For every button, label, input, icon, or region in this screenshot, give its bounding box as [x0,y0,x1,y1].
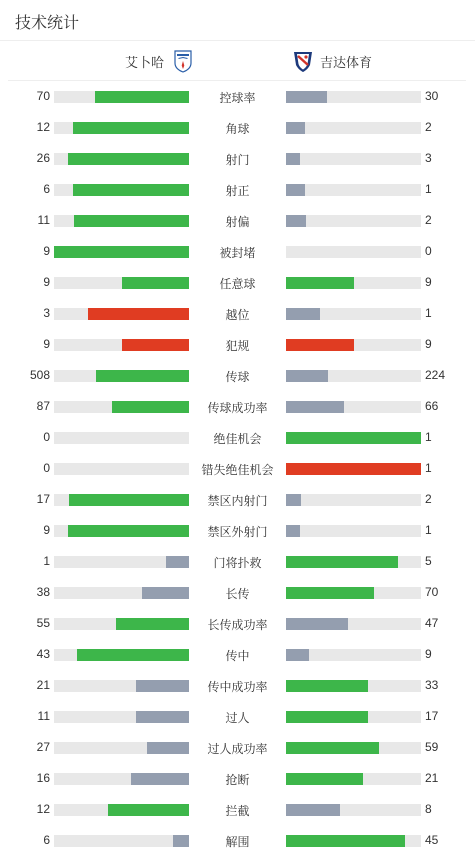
home-bar-fill [96,370,189,382]
away-bar-fill [286,339,354,351]
away-value: 224 [425,368,446,382]
home-value: 1 [43,554,50,568]
away-value: 2 [425,213,432,227]
away-bar-fill [286,153,300,165]
stat-label: 被封堵 [219,246,256,260]
away-bar-fill [286,835,405,847]
away-bar-fill [286,556,398,568]
home-bar-track [54,215,189,227]
home-bar-fill [77,649,189,661]
away-bar-track [286,556,421,568]
away-bar-track [286,773,421,785]
home-bar-track [54,277,189,289]
away-bar-track [286,91,421,103]
stat-row [0,546,475,577]
stat-label: 拦截 [225,804,250,818]
home-bar-fill [68,525,190,537]
away-bar-fill [286,649,309,661]
away-bar-track [286,432,421,444]
home-value: 21 [36,678,50,692]
home-bar-track [54,91,189,103]
home-value: 16 [36,771,50,785]
away-bar-track [286,153,421,165]
away-value: 3 [425,151,432,165]
stat-label: 过人成功率 [207,742,268,756]
stat-label: 过人 [225,711,250,725]
home-value: 9 [43,523,50,537]
shield-crest-icon [292,49,314,73]
home-value: 70 [36,89,50,103]
home-bar-fill [73,184,189,196]
home-bar-fill [69,494,189,506]
away-bar-fill [286,804,340,816]
home-value: 9 [43,337,50,351]
away-bar-track [286,339,421,351]
away-value: 2 [425,120,432,134]
home-value: 11 [37,709,50,723]
away-bar-track [286,215,421,227]
home-bar-track [54,246,189,258]
stat-row [0,298,475,329]
away-bar-fill [286,494,301,506]
away-bar-fill [286,184,305,196]
away-value: 1 [425,461,432,475]
home-bar-track [54,618,189,630]
home-bar-track [54,804,189,816]
home-value: 12 [36,120,50,134]
home-value: 6 [43,833,50,847]
home-bar-track [54,556,189,568]
away-value: 70 [425,585,439,599]
stat-label: 门将扑救 [213,556,262,570]
stat-row [0,701,475,732]
stat-row [0,639,475,670]
stat-row [0,236,475,267]
home-bar-track [54,308,189,320]
stat-label: 传球 [225,370,250,384]
home-value: 9 [43,244,50,258]
away-bar-fill [286,463,421,475]
stat-label: 角球 [225,122,250,136]
away-value: 9 [425,337,432,351]
away-value: 9 [425,647,432,661]
home-bar-track [54,711,189,723]
home-bar-track [54,401,189,413]
home-bar-track [54,835,189,847]
away-value: 47 [425,616,439,630]
away-value: 1 [425,306,432,320]
stat-row [0,484,475,515]
stat-row [0,577,475,608]
away-bar-track [286,463,421,475]
home-bar-fill [122,339,190,351]
away-value: 33 [425,678,439,692]
stat-row [0,670,475,701]
home-value: 43 [36,647,50,661]
away-bar-track [286,587,421,599]
home-value: 0 [43,430,50,444]
away-team[interactable] [292,49,372,73]
stat-row [0,174,475,205]
away-bar-fill [286,680,368,692]
home-bar-track [54,742,189,754]
away-bar-fill [286,277,354,289]
home-bar-fill [116,618,189,630]
away-bar-fill [286,91,327,103]
home-team[interactable] [125,49,194,73]
home-value: 55 [36,616,50,630]
home-bar-fill [73,122,189,134]
away-bar-track [286,122,421,134]
stat-row [0,267,475,298]
home-bar-fill [136,680,189,692]
home-bar-fill [142,587,189,599]
stat-label: 越位 [225,308,250,322]
home-bar-fill [136,711,189,723]
away-bar-fill [286,215,306,227]
stat-row [0,422,475,453]
away-bar-fill [286,308,320,320]
home-bar-track [54,494,189,506]
stat-label: 射门 [225,153,250,167]
stat-row [0,825,475,856]
home-team-name: 艾卜哈 [124,54,164,70]
away-bar-track [286,184,421,196]
home-value: 87 [36,399,50,413]
home-value: 17 [36,492,50,506]
away-bar-track [286,804,421,816]
away-value: 9 [425,275,432,289]
home-bar-fill [95,91,190,103]
home-bar-track [54,153,189,165]
away-bar-fill [286,773,363,785]
stat-row [0,608,475,639]
stat-label: 禁区外射门 [207,525,268,539]
away-bar-track [286,711,421,723]
home-value: 26 [36,151,50,165]
stat-row [0,763,475,794]
away-value: 17 [425,709,439,723]
away-bar-fill [286,711,368,723]
home-value: 27 [36,740,50,754]
home-bar-fill [108,804,189,816]
home-bar-track [54,339,189,351]
away-bar-fill [286,401,344,413]
stat-row [0,515,475,546]
home-bar-fill [74,215,189,227]
teams-bar [8,41,466,81]
away-bar-track [286,525,421,537]
home-bar-fill [147,742,189,754]
away-value: 66 [425,399,439,413]
shield-badge-icon [172,49,194,73]
home-bar-track [54,525,189,537]
home-bar-fill [173,835,189,847]
stats-header [0,0,475,41]
home-bar-track [54,773,189,785]
stat-row [0,81,475,112]
stat-label: 射正 [225,184,250,198]
home-value: 12 [36,802,50,816]
home-bar-fill [131,773,189,785]
away-bar-track [286,835,421,847]
away-value: 5 [425,554,432,568]
stat-row [0,205,475,236]
home-bar-fill [68,153,190,165]
stat-label: 绝佳机会 [213,432,262,446]
away-value: 59 [425,740,439,754]
stat-label: 长传成功率 [207,618,268,632]
stat-label: 错失绝佳机会 [201,463,274,477]
stat-label: 射偏 [225,215,250,229]
stat-label: 抢断 [225,773,250,787]
stat-label: 传中成功率 [207,680,268,694]
stat-row [0,391,475,422]
away-bar-fill [286,122,305,134]
home-value: 6 [43,182,50,196]
stat-label: 长传 [225,587,250,601]
away-bar-track [286,742,421,754]
home-bar-fill [122,277,190,289]
away-value: 0 [425,244,432,258]
away-bar-track [286,494,421,506]
home-value: 0 [43,461,50,475]
home-bar-track [54,680,189,692]
away-value: 1 [425,523,432,537]
home-bar-fill [54,246,189,258]
away-bar-track [286,401,421,413]
home-bar-track [54,370,189,382]
away-bar-track [286,308,421,320]
home-bar-track [54,463,189,475]
away-bar-track [286,649,421,661]
away-value: 8 [425,802,432,816]
stat-row [0,453,475,484]
home-value: 508 [29,368,50,382]
stat-row [0,360,475,391]
away-bar-track [286,680,421,692]
home-value: 3 [43,306,50,320]
away-value: 30 [425,89,439,103]
away-bar-track [286,618,421,630]
home-bar-fill [166,556,189,568]
away-bar-fill [286,587,374,599]
stat-label: 传中 [225,649,250,663]
stat-row [0,794,475,825]
home-value: 11 [37,213,50,227]
stat-row [0,732,475,763]
stat-row [0,143,475,174]
home-bar-track [54,649,189,661]
home-bar-fill [112,401,189,413]
stat-label: 犯规 [225,339,250,353]
away-bar-fill [286,742,379,754]
home-bar-track [54,184,189,196]
away-bar-track [286,370,421,382]
away-value: 1 [425,430,432,444]
away-bar-fill [286,432,421,444]
stat-label: 传球成功率 [207,401,268,415]
home-bar-track [54,122,189,134]
stat-row [0,112,475,143]
away-value: 1 [425,182,432,196]
away-bar-track [286,277,421,289]
home-value: 38 [36,585,50,599]
stats-list [0,81,475,856]
away-bar-fill [286,618,348,630]
away-value: 45 [425,833,439,847]
home-bar-track [54,587,189,599]
away-bar-fill [286,370,328,382]
stat-label: 控球率 [219,91,256,105]
away-value: 2 [425,492,432,506]
page-title: 技术统计 [15,15,80,32]
stat-label: 解围 [225,835,250,849]
stat-row [0,329,475,360]
home-value: 9 [43,275,50,289]
away-bar-track [286,246,421,258]
stat-label: 禁区内射门 [207,494,268,508]
away-value: 21 [425,771,439,785]
away-team-name: 吉达体育 [320,54,373,70]
away-bar-fill [286,525,300,537]
stat-label: 任意球 [219,277,256,291]
home-bar-track [54,432,189,444]
home-bar-fill [88,308,189,320]
